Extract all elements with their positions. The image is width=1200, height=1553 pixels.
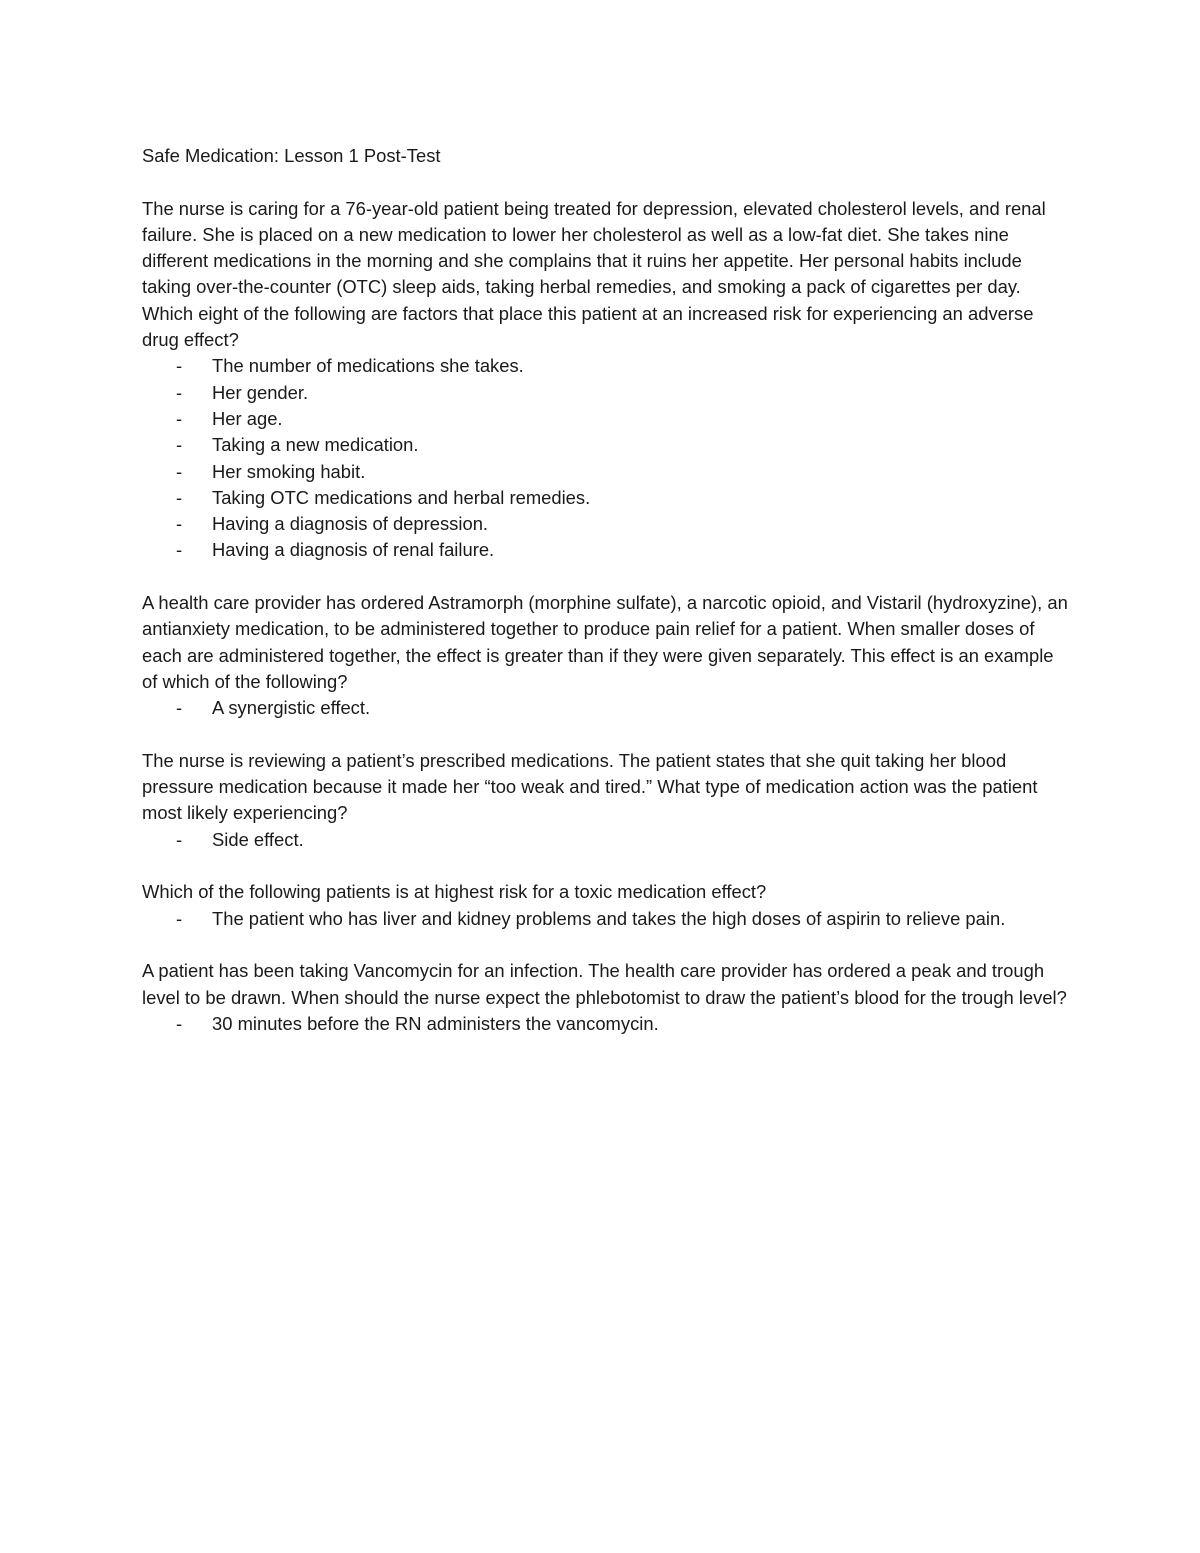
answer-item (142, 1011, 1072, 1037)
answer-text: Her smoking habit. (212, 460, 366, 482)
answer-text: 30 minutes before the RN administers the vancomycin. (212, 1012, 659, 1034)
answer-item (142, 380, 1072, 406)
question-text: The nurse is caring for a 76-year-old patient being treated for depression, elevated cholesterol levels, and renal failure. She is placed on a new medication to lower her cholesterol as well as a low-fat diet. She takes nine different medications in the morning and she complains that it ruins her appetite. Her personal habits include taking over-the-counter (OTC) sleep aids, taking herbal remedies, and smoking a pack of cigarettes per day. Which eight of the following are factors that place this patient at an increased risk for experiencing an adverse drug effect? (142, 197, 1046, 351)
answer-item (142, 695, 1072, 721)
question-text: Which of the following patients is at highest risk for a toxic medication effect? (142, 881, 767, 903)
answer-text: The number of medications she takes. (212, 355, 524, 377)
question-5 (142, 958, 1072, 1037)
answer-list (142, 827, 1072, 853)
document-page (142, 143, 1072, 1063)
answer-item (142, 485, 1072, 511)
answer-text: Taking a new medication. (212, 434, 419, 456)
answer-item (142, 511, 1072, 537)
dash-bullet: - (176, 1012, 183, 1034)
answer-text: Having a diagnosis of renal failure. (212, 539, 495, 561)
dash-bullet: - (176, 460, 183, 482)
dash-bullet: - (176, 434, 183, 456)
question-3 (142, 748, 1072, 853)
dash-bullet: - (176, 486, 183, 508)
answer-text: Taking OTC medications and herbal remedies. (212, 486, 591, 508)
question-1 (142, 196, 1072, 564)
question-2 (142, 590, 1072, 721)
dash-bullet: - (176, 697, 183, 719)
answer-list (142, 1011, 1072, 1037)
answer-text: A synergistic effect. (212, 697, 371, 719)
answer-list (142, 906, 1072, 932)
answer-item (142, 827, 1072, 853)
document-title: Safe Medication: Lesson 1 Post-Test (142, 145, 441, 166)
question-4 (142, 879, 1072, 932)
answer-item (142, 353, 1072, 379)
answer-item (142, 537, 1072, 563)
dash-bullet: - (176, 828, 183, 850)
answer-text: Her gender. (212, 381, 309, 403)
answer-list (142, 353, 1072, 563)
answer-text: The patient who has liver and kidney problems and takes the high doses of aspirin to relieve pain. (212, 907, 1006, 929)
answer-list (142, 695, 1072, 721)
answer-item (142, 406, 1072, 432)
answer-item (142, 906, 1072, 932)
dash-bullet: - (176, 381, 183, 403)
dash-bullet: - (176, 513, 183, 535)
dash-bullet: - (176, 407, 183, 429)
answer-text: Side effect. (212, 828, 304, 850)
question-text: The nurse is reviewing a patient’s prescribed medications. The patient states that she quit taking her blood pressure medication because it made her “too weak and tired.” What type of medication action was the patient most likely experiencing? (142, 749, 1038, 824)
answer-text: Her age. (212, 407, 283, 429)
dash-bullet: - (176, 355, 183, 377)
answer-item (142, 432, 1072, 458)
answer-text: Having a diagnosis of depression. (212, 513, 489, 535)
question-text: A health care provider has ordered Astramorph (morphine sulfate), a narcotic opioid, and Vistaril (hydroxyzine), an antianxiety medication, to be administered together to produce pain relief for a patient. When smaller doses of each are administered together, the effect is greater than if they were given separately. This effect is an example of which of the following? (142, 592, 1068, 692)
dash-bullet: - (176, 539, 183, 561)
dash-bullet: - (176, 907, 183, 929)
question-text: A patient has been taking Vancomycin for an infection. The health care provider has ordered a peak and trough level to be drawn. When should the nurse expect the phlebotomist to draw the patient’s blood for the trough level? (142, 960, 1067, 1008)
answer-item (142, 459, 1072, 485)
